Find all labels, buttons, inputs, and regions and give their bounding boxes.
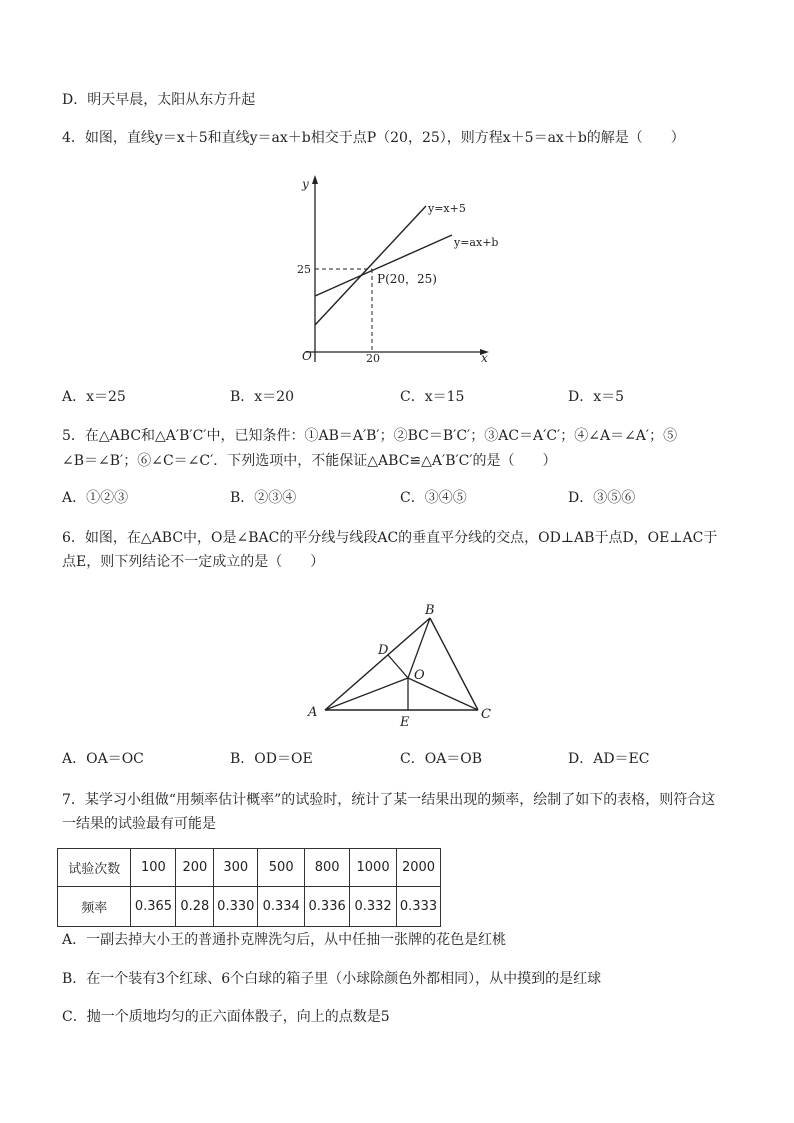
y-tick-label: 25	[297, 263, 311, 276]
q4-option-d: D．x＝5	[568, 389, 625, 405]
table-cell: 0.365	[131, 887, 176, 927]
table-cell: 0.330	[214, 887, 258, 927]
q5-stem-line1: 5．在△ABC和△A′B′C′中，已知条件：①AB＝A′B′；②BC＝B′C′；③AC＝A′C′；④∠A＝∠A′；⑤	[62, 428, 678, 444]
y-axis-arrow	[312, 175, 318, 184]
q4-option-c: C．x＝15	[400, 389, 465, 405]
x-tick-label: 20	[366, 352, 380, 365]
frequency-table	[57, 848, 441, 927]
table-header-cell: 试验次数	[58, 849, 131, 887]
table-cell: 0.28	[176, 887, 214, 927]
table-header-cell: 1000	[350, 849, 397, 887]
line-y-ax-plus-b	[315, 235, 452, 296]
line-y-x-plus-5	[315, 206, 426, 325]
q6-option-a: A．OA＝OC	[62, 751, 144, 767]
segment-ao	[325, 678, 408, 710]
q6-option-d: D．AD＝EC	[568, 751, 650, 767]
segment-ab	[325, 618, 430, 710]
q7-option-b: B．在一个装有3个红球、6个白球的箱子里（小球除颜色外都相同），从中摸到的是红球	[62, 971, 602, 987]
q6-stem-line1: 6．如图，在△ABC中，O是∠BAC的平分线与线段AC的垂直平分线的交点，OD⊥AB于点D，OE⊥AC于	[62, 530, 718, 546]
origin-label: O	[302, 349, 312, 363]
q6-figure	[300, 598, 500, 733]
line2-label: y=ax+b	[454, 236, 499, 249]
q4-option-a: A．x＝25	[62, 389, 126, 405]
y-axis-label: y	[302, 177, 309, 191]
vertex-c-label: C	[481, 707, 491, 722]
table-header-row	[58, 849, 441, 887]
table-header-cell: 800	[305, 849, 350, 887]
point-e-label: E	[400, 715, 410, 730]
segment-bc	[430, 618, 478, 710]
q4-option-b: B．x＝20	[230, 389, 294, 405]
table-header-cell: 2000	[397, 849, 441, 887]
table-cell: 频率	[58, 887, 131, 927]
q3-option-d: D．明天早晨，太阳从东方升起	[62, 92, 256, 108]
q7-stem-line2: 一结果的试验最有可能是	[62, 816, 216, 832]
table-row	[58, 887, 441, 927]
q6-stem-line2: 点E，则下列结论不一定成立的是（ ）	[62, 554, 325, 570]
q7-stem-line1: 7．某学习小组做“用频率估计概率”的试验时，统计了某一结果出现的频率，绘制了如下的表格，则符合这	[62, 792, 716, 808]
q7-option-c: C．抛一个质地均匀的正六面体骰子，向上的点数是5	[62, 1009, 390, 1025]
table-header-cell: 100	[131, 849, 176, 887]
x-axis-label: x	[481, 351, 488, 365]
q4-figure	[290, 170, 510, 370]
point-p-label: P(20，25)	[377, 272, 437, 286]
table-header-cell: 500	[258, 849, 305, 887]
q5-stem-line2: ∠B＝∠B′；⑥∠C＝∠C′．下列选项中，不能保证△ABC≌△A′B′C′的是（ ）	[62, 453, 557, 469]
table-cell: 0.334	[258, 887, 305, 927]
table-cell: 0.336	[305, 887, 350, 927]
q5-option-b: B．②③④	[230, 490, 297, 506]
table-cell: 0.332	[350, 887, 397, 927]
vertex-a-label: A	[308, 705, 318, 720]
point-d-label: D	[378, 643, 389, 658]
q5-option-d: D．③⑤⑥	[568, 490, 636, 506]
point-o-label: O	[414, 668, 425, 683]
line1-label: y=x+5	[428, 202, 466, 215]
q6-option-b: B．OD＝OE	[230, 751, 313, 767]
q7-option-a: A．一副去掉大小王的普通扑克牌洗匀后，从中任抽一张牌的花色是红桃	[62, 932, 507, 948]
table-header-cell: 300	[214, 849, 258, 887]
segment-od	[388, 655, 408, 678]
vertex-b-label: B	[425, 603, 435, 618]
table-cell: 0.333	[397, 887, 441, 927]
q6-option-c: C．OA＝OB	[400, 751, 483, 767]
q4-stem: 4．如图，直线y＝x＋5和直线y＝ax＋b相交于点P（20，25），则方程x＋5＝ax＋b的解是（ ）	[62, 130, 685, 146]
q5-option-c: C．③④⑤	[400, 490, 467, 506]
table-header-cell: 200	[176, 849, 214, 887]
q5-option-a: A．①②③	[62, 490, 129, 506]
